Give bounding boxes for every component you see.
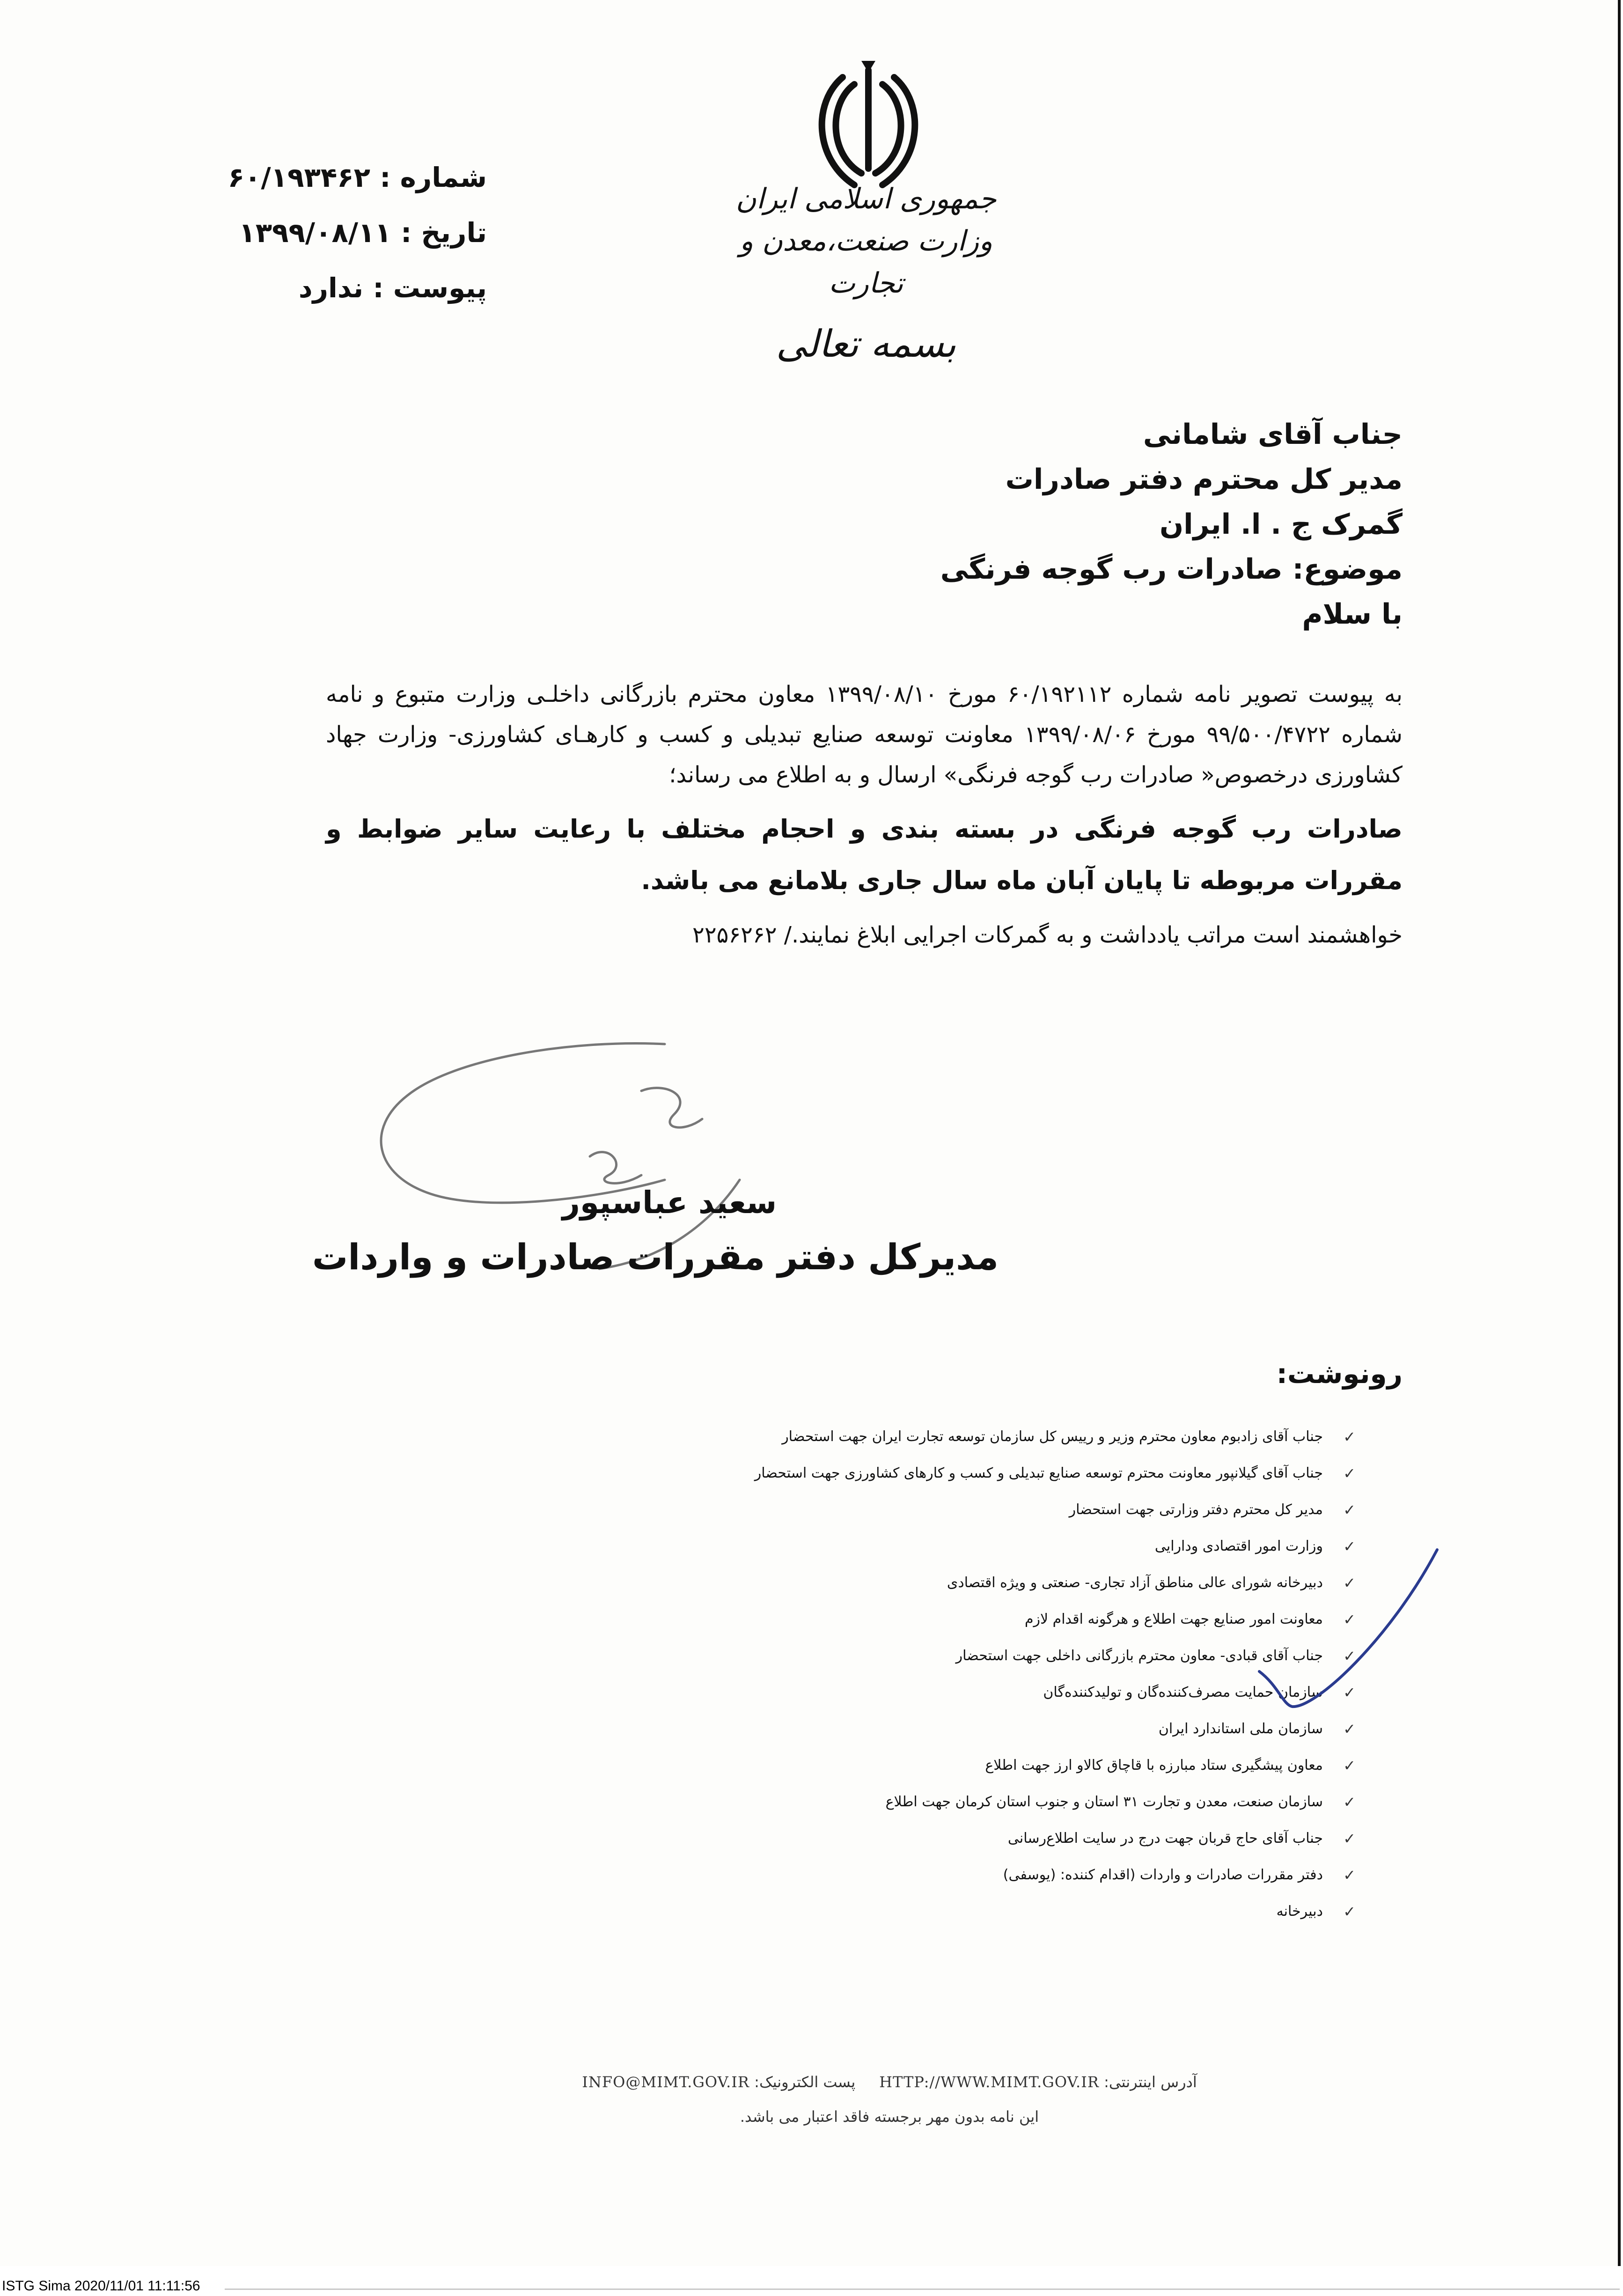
addressee-block [560, 412, 1403, 637]
cc-item-text: دبیرخانه [1276, 1903, 1323, 1920]
scan-divider [225, 2289, 1620, 2290]
cc-list [326, 1419, 1356, 1930]
body-paragraph-3: خواهشمند است مراتب یادداشت و به گمرکات اجرایی ابلاغ نمایند./ ۲۲۵۶۲۶۲ [692, 922, 1403, 948]
cc-item-text: جناب آقای گیلانپور معاونت محترم توسعه صنایع تبدیلی و کسب و کارهای کشاورزی جهت استحضار [754, 1465, 1323, 1481]
body-paragraph-2: صادرات رب گوجه فرنگی در بسته بندی و احجام مختلف با رعایت سایر ضوابط و مقررات مربوطه تا پایان آبان ماه سال جاری بلامانع می باشد. [326, 814, 1403, 895]
cc-item-text: وزارت امور اقتصادی ودارایی [1154, 1538, 1323, 1554]
greeting: با سلام [1302, 598, 1403, 631]
check-icon: ✓ [1343, 1903, 1356, 1921]
cc-item-text: معاون پیشگیری ستاد مبارزه با قاچاق کالاو ارز جهت اطلاع [985, 1757, 1323, 1774]
addressee-organization: گمرک ج . ا. ایران [1159, 508, 1403, 541]
basmala: بسمه تعالی [776, 322, 956, 366]
check-icon: ✓ [1343, 1501, 1356, 1519]
iran-emblem-icon [810, 52, 927, 192]
number-row: شماره : ۶۰/۱۹۳۴۶۲ [228, 162, 487, 193]
signatory-name: سعید عباسپور [562, 1185, 777, 1221]
website-url: HTTP://WWW.MIMT.GOV.IR [879, 2073, 1099, 2091]
cc-item [326, 1419, 1356, 1455]
check-icon: ✓ [1343, 1866, 1356, 1884]
number-value: ۶۰/۱۹۳۴۶۲ [228, 162, 371, 193]
ministry-title: وزارت صنعت،معدن و تجارت [739, 225, 993, 300]
cc-item [326, 1711, 1356, 1747]
check-icon: ✓ [1343, 1647, 1356, 1665]
check-icon: ✓ [1343, 1464, 1356, 1482]
cc-item [326, 1784, 1356, 1820]
check-icon: ✓ [1343, 1757, 1356, 1774]
check-icon: ✓ [1343, 1611, 1356, 1628]
letter-meta [225, 150, 487, 316]
cc-item-text: سازمان ملی استاندارد ایران [1158, 1721, 1323, 1737]
check-icon: ✓ [1343, 1428, 1356, 1446]
cc-item [326, 1565, 1356, 1601]
cc-item-text: جناب آقای زادبوم معاون محترم وزیر و رییس کل سازمان توسعه تجارت ایران جهت استحضار [782, 1428, 1323, 1445]
cc-item [326, 1601, 1356, 1638]
addressee-position: مدیر کل محترم دفتر صادرات [1005, 463, 1403, 496]
cc-item-text: سازمان حمایت مصرف‌کننده‌گان و تولیدکننده‌گان [1043, 1684, 1323, 1700]
cc-item-text: دبیرخانه شورای عالی مناطق آزاد تجاری- صنعتی و ویژه اقتصادی [947, 1575, 1323, 1591]
cc-item [326, 1893, 1356, 1930]
email-label: پست الکترونیک: [754, 2073, 856, 2091]
attachment-value: ندارد [298, 272, 364, 304]
cc-item-text: مدیر کل محترم دفتر وزارتی جهت استحضار [1069, 1501, 1323, 1518]
check-icon: ✓ [1343, 1830, 1356, 1847]
scan-timestamp: ISTG Sima 2020/11/01 11:11:56 [2, 2278, 200, 2294]
footer-contact [515, 2065, 1264, 2099]
website-label: آدرس اینترنتی: [1104, 2073, 1197, 2091]
addressee-name: جناب آقای شامانی [1143, 418, 1403, 451]
cc-heading: رونوشت: [1276, 1358, 1403, 1390]
check-icon: ✓ [1343, 1720, 1356, 1738]
cc-item [326, 1455, 1356, 1492]
cc-item-text: معاونت امور صنایع جهت اطلاع و هرگونه اقدام لازم [1024, 1611, 1323, 1627]
republic-title: جمهوری اسلامی ایران [735, 183, 997, 215]
cc-item-text: جناب آقای قبادی- معاون محترم بازرگانی داخلی جهت استحضار [955, 1648, 1323, 1664]
check-icon: ✓ [1343, 1793, 1356, 1811]
cc-item [326, 1492, 1356, 1528]
handwritten-check-icon [1250, 1545, 1447, 1742]
cc-item [326, 1674, 1356, 1711]
check-icon: ✓ [1343, 1684, 1356, 1701]
check-icon: ✓ [1343, 1574, 1356, 1592]
date-value: ۱۳۹۹/۰۸/۱۱ [239, 217, 391, 249]
cc-item-text: دفتر مقررات صادرات و واردات (اقدام کننده: (یوسفی) [1003, 1867, 1323, 1883]
body-paragraph-1: به پیوست تصویر نامه شماره ۶۰/۱۹۲۱۱۲ مورخ ۱۳۹۹/۰۸/۱۰ معاون محترم بازرگانی داخلـی وزارت متبوع و نامه شماره ۹۹/۵۰۰/۴۷۲۲ مورخ ۱۳۹۹/۰۸/۰۶ معاونت توسعه صنایع تبدیلی و کسب و کارهـای کشاورزی- وزارت جهاد کشاورزی درخصوص« صادرات رب گوجه فرنگی» ارسال و به اطلاع می رساند؛ [326, 681, 1403, 788]
letterhead [712, 178, 1021, 365]
attachment-label: پیوست [393, 272, 487, 304]
letter-body [326, 674, 1403, 955]
number-label: شماره [400, 162, 487, 193]
email-address: INFO@MIMT.GOV.IR [582, 2073, 749, 2091]
footer-note: این نامه بدون مهر برجسته فاقد اعتبار می باشد. [740, 2108, 1039, 2126]
date-row: تاریخ : ۱۳۹۹/۰۸/۱۱ [239, 217, 487, 249]
attachment-row: پیوست : ندارد [298, 272, 487, 304]
letter-footer [515, 2065, 1264, 2134]
signatory-title: مدیرکل دفتر مقررات صادرات و واردات [312, 1236, 999, 1278]
cc-item [326, 1857, 1356, 1893]
cc-item-text: جناب آقای حاج قربان جهت درج در سایت اطلاع‌رسانی [1007, 1830, 1323, 1847]
check-icon: ✓ [1343, 1538, 1356, 1555]
cc-item [326, 1638, 1356, 1674]
cc-item [326, 1747, 1356, 1784]
cc-item [326, 1528, 1356, 1565]
cc-item [326, 1820, 1356, 1857]
scan-bar [0, 2266, 1623, 2296]
date-label: تاریخ [421, 217, 487, 249]
subject-line: موضوع: صادرات رب گوجه فرنگی [940, 553, 1403, 586]
cc-item-text: سازمان صنعت، معدن و تجارت ۳۱ استان و جنوب استان کرمان جهت اطلاع [885, 1794, 1323, 1810]
